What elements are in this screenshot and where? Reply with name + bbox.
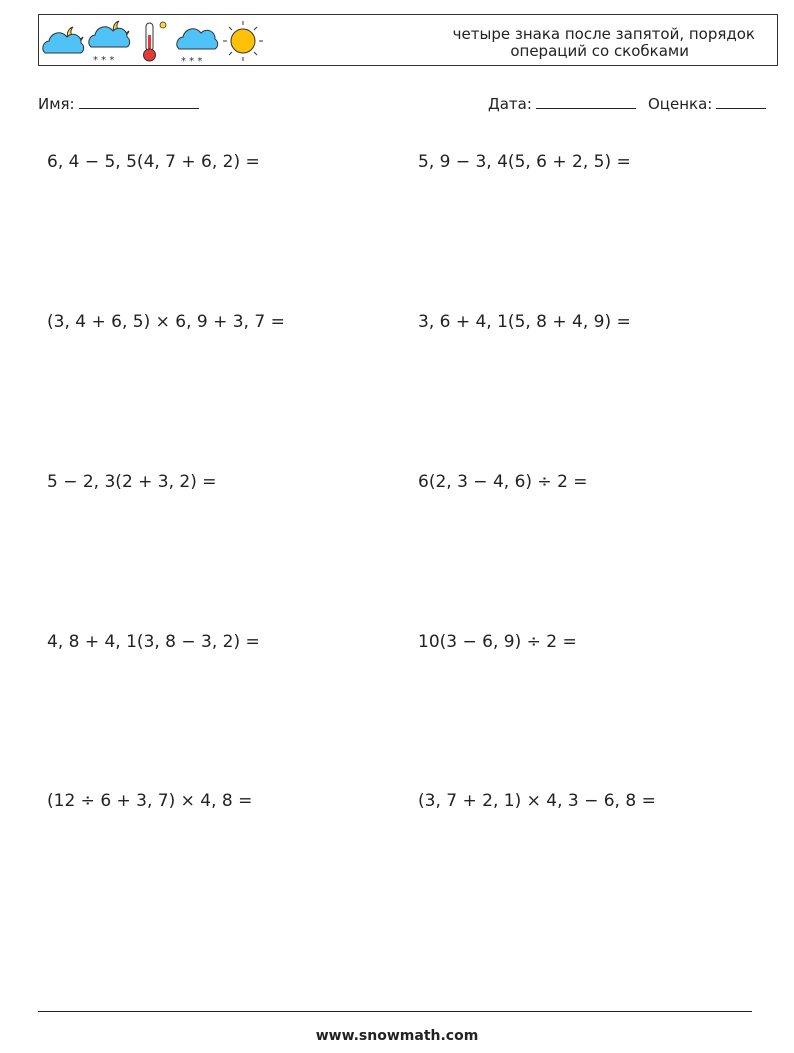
- score-label: Оценка:: [648, 95, 713, 113]
- weather-icons: [39, 15, 279, 67]
- problem-3: (3, 4 + 6, 5) × 6, 9 + 3, 7 =: [47, 312, 285, 332]
- score-blank: [716, 94, 766, 109]
- worksheet-title: [335, 26, 755, 60]
- problem-6: 6(2, 3 − 4, 6) ÷ 2 =: [418, 472, 588, 492]
- footer-url[interactable]: www.snowmath.com: [315, 1028, 479, 1044]
- sun-icon: [223, 21, 263, 61]
- problem-7: 4, 8 + 4, 1(3, 8 − 3, 2) =: [47, 632, 260, 652]
- cloud-snow-icon: [177, 29, 218, 67]
- svg-text:* * *: * * *: [93, 55, 115, 66]
- worksheet-header: [38, 14, 778, 66]
- thermometer-icon: [144, 22, 167, 61]
- cloud-moon-snow-icon: [89, 21, 130, 66]
- problem-9: (12 ÷ 6 + 3, 7) × 4, 8 =: [47, 791, 253, 811]
- date-label: Дата:: [488, 95, 532, 113]
- problem-8: 10(3 − 6, 9) ÷ 2 =: [418, 632, 577, 652]
- title-line-1: четыре знака после запятой, порядок: [452, 25, 755, 43]
- cloud-moon-icon: [43, 27, 84, 53]
- name-blank: [79, 94, 199, 109]
- svg-text:* * *: * * *: [181, 56, 203, 67]
- score-field: [648, 94, 766, 113]
- footer-divider: [38, 1011, 752, 1012]
- problem-5: 5 − 2, 3(2 + 3, 2) =: [47, 472, 217, 492]
- problem-4: 3, 6 + 4, 1(5, 8 + 4, 9) =: [418, 312, 631, 332]
- date-blank: [536, 94, 636, 109]
- problem-1: 6, 4 − 5, 5(4, 7 + 6, 2) =: [47, 152, 260, 172]
- name-label: Имя:: [38, 95, 75, 113]
- date-field: [488, 94, 636, 113]
- name-field: [38, 94, 199, 113]
- title-line-2: операций со скобками: [510, 42, 689, 60]
- problem-2: 5, 9 − 3, 4(5, 6 + 2, 5) =: [418, 152, 631, 172]
- problem-10: (3, 7 + 2, 1) × 4, 3 − 6, 8 =: [418, 791, 656, 811]
